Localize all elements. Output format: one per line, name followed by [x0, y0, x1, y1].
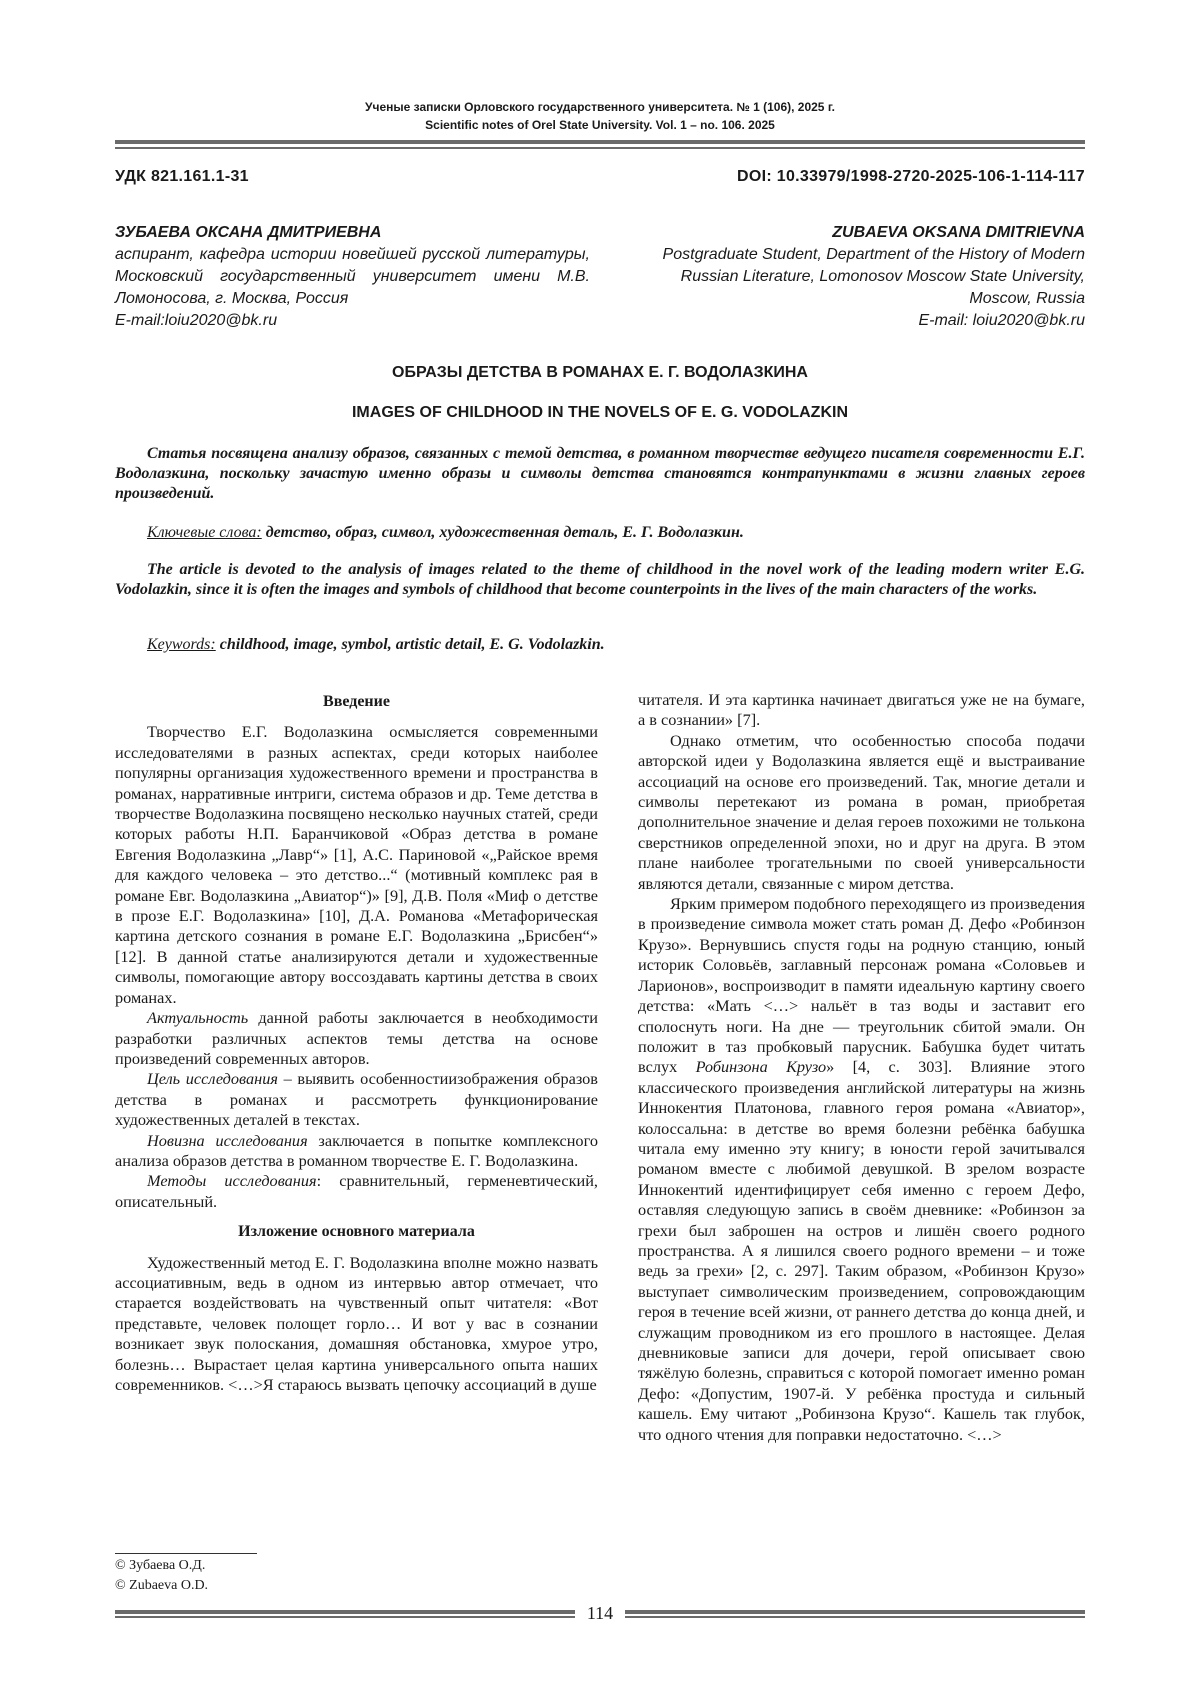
journal-title-ru: Ученые записки Орловского государственного университета. № 1 (106), 2025 г. — [365, 100, 835, 114]
keywords-text-en: childhood, image, symbol, artistic detail, E. G. Vodolazkin. — [215, 636, 605, 653]
main-paragraph-3 — [638, 894, 1085, 1445]
book-title-italic: Робинзона Крузо — [695, 1057, 827, 1077]
relevance-term: Актуальность — [147, 1008, 249, 1028]
keywords-text-ru: детство, образ, символ, художественная деталь, Е. Г. Водолазкин. — [261, 524, 744, 541]
body-column-right — [638, 690, 1085, 1445]
relevance-paragraph — [115, 1008, 598, 1069]
copyright-ru: © Зубаева О.Д. — [115, 1558, 206, 1573]
main-paragraph-2: Однако отметим, что особенностью способа подачи авторской идеи у Водолазкина является ещё и выстраивание ассоциаций на основе его произведений. Так, многие детали и символы перетекают из романа в роман, приобретая дополнительное значение и делая героев похожими не толькона сверстников определенной эпохи, но и друг на друга. В этом плане наиболее трогательными по своей универсальности являются детали, связанные с миром детства. — [638, 730, 1085, 893]
novelty-term: Новизна исследования — [147, 1130, 308, 1150]
relevance-text: данной работы заключается в необходимости разработки различных аспектов темы детства на основе произведений современных авторов. — [115, 1008, 598, 1068]
abstract-en: The article is devoted to the analysis of images related to the theme of childhood in the novel work of the leading modern writer E.G. Vodolazkin, since it is often the images and symbols of childhood that become counterpoints in the lives of the main characters of the works. — [115, 561, 1085, 598]
author-email-ru[interactable]: E-mail:loiu2020@bk.ru — [115, 312, 278, 329]
author-affiliation-en: Postgraduate Student, Department of the History of Modern Russian Literature, Lomonosov Moscow State University, Moscow, Russia — [662, 246, 1085, 307]
intro-paragraph: Творчество Е.Г. Водолазкина осмысляется современными исследователями в разных аспектах, среди которых наиболее популярны организация художественного времени и пространства в романах, нарративные интриги, система образов и др. Теме детства в творчестве Водолазкина посвящено несколько научных статей, среди которых работы Н.П. Баранчиковой «Образ детства в романе Евгения Водолазкина „Лавр“» [1], А.С. Париновой «„Райское время для каждого человека – это детство...“ (мотивный комплекс рая в романе Евг. Водолазкина „Авиатор“)» [9], Д.В. Поля «Миф о детстве в прозе Е.Г. Водолазкина» [10], Д.А. Романова «Метафорическая картина детского сознания в романе Е.Г. Водолазкина „Брисбен“» [12]. В данной статье анализируются детали и художественные символы, помогающие автору воссоздавать картины детства в своих романах. — [115, 722, 598, 1007]
methods-term: Методы исследования — [147, 1171, 317, 1191]
author-block-ru — [115, 222, 590, 332]
continued-paragraph: читателя. И эта картинка начинает двигаться уже не на бумаге, а в сознании» [7]. — [638, 690, 1085, 730]
goal-paragraph — [115, 1069, 598, 1130]
article-title-en: IMAGES OF CHILDHOOD IN THE NOVELS OF E. G. VODOLAZKIN — [351, 404, 848, 421]
header-rule-thick — [115, 140, 1085, 144]
author-email-en[interactable]: E-mail: loiu2020@bk.ru — [918, 312, 1085, 329]
footnote-rule — [115, 1553, 257, 1554]
novelty-paragraph — [115, 1131, 598, 1172]
doi[interactable]: DOI: 10.33979/1998-2720-2025-106-1-114-117 — [737, 168, 1085, 185]
journal-title-en: Scientific notes of Orel State University. Vol. 1 – no. 106. 2025 — [425, 118, 775, 132]
section-heading-main: Изложение основного материала — [238, 1223, 475, 1241]
body-column-left — [115, 692, 598, 1395]
main-paragraph-3-part-a: Ярким примером подобного переходящего из произведения в произведение символа может стать роман Д. Дефо «Робинзон Крузо». Вернувшись спустя годы на родную станцию, юный историк Соловьёв, заглавный персонаж романа «Соловьев и Ларионов», воспроизводит в памяти идеальную картину своего детства: «Мать <…> нальёт в таз воды и заставит его сполоснуть ноги. На дне — треугольник сбитой эмали. Он положит в таз пробковый парусник. Бабушка будет читать вслух — [638, 894, 1085, 1077]
keywords-en — [147, 636, 605, 654]
footer-rule-left — [115, 1610, 575, 1618]
copyright-en: © Zubaeva O.D. — [115, 1578, 209, 1593]
page-number: 114 — [586, 1603, 614, 1623]
methods-text: : сравнительный, герменевтический, описательный. — [115, 1171, 598, 1211]
main-paragraph-3-part-b: » [4, с. 303]. Влияние этого классического произведения английской литературы на жизнь Иннокентия Платонова, главного героя романа «Авиатор», колоссальна: в детстве во время болезни ребёнка бабушка читала ему именно эту книгу; в юности герой зачитывался романом вместе с любимой девушкой. В зрелом возрасте Иннокентий идентифицирует себя именно с героем Дефо, оставляя следующую запись в своём дневнике: «Робинзон за грехи был заброшен на остров и лишён своего родного пространства. А я лишился своего родного времени – и тоже ведь за грехи» [2, с. 297]. Таким образом, «Робинзон Крузо» выступает символическим произведением, сопровождающим героя в течение всей жизни, от раннего детства до конца дней, и служащим проводником из его прошлого в настоящее. Делая дневниковые записи для дочери, герой описывает свою тяжёлую болезнь, справиться с которой помогает именно роман Дефо: «Допустим, 1907-й. У ребёнка простуда и сильный кашель. Ему читают „Робинзона Крузо“. Кашель так глубок, что одного чтения для поправки недостаточно. <…> — [638, 1057, 1086, 1444]
keywords-label-ru: Ключевые слова: — [147, 524, 262, 541]
header-rule-thin — [115, 147, 1085, 149]
goal-text: – выявить особенностиизображения образов детства в романах и рассмотреть функционирование художественных деталей в текстах. — [115, 1069, 598, 1130]
author-name-ru: ЗУБАЕВА ОКСАНА ДМИТРИЕВНА — [115, 224, 382, 241]
author-affiliation-ru: аспирант, кафедра истории новейшей русской литературы, Московский государственный университет имени М.В. Ломоносова, г. Москва, Россия — [115, 246, 590, 307]
author-block-en — [638, 222, 1085, 332]
footer-rule-right — [625, 1610, 1085, 1618]
main-paragraph-1: Художественный метод Е. Г. Водолазкина вполне можно назвать ассоциативным, ведь в одном из интервью автор отмечает, что старается воздействовать на чувственный опыт читателя: «Вот представьте, человек полощет горло… И вот у вас в сознании возникает звук полоскания, домашняя обстановка, хмурое утро, болезнь… Вырастает целая картина универсального опыта наших современников. <…>Я стараюсь вызвать цепочку ассоциаций в душе — [115, 1252, 598, 1394]
journal-header — [115, 98, 1085, 134]
article-title-ru: ОБРАЗЫ ДЕТСТВА В РОМАНАХ Е. Г. ВОДОЛАЗКИНА — [392, 364, 808, 381]
novelty-text: заключается в попытке комплексного анализа образов детства в романном творчестве Е. Г. Водолазкина. — [115, 1130, 598, 1170]
author-name-en: ZUBAEVA OKSANA DMITRIEVNA — [832, 224, 1085, 241]
keywords-label-en: Keywords: — [147, 636, 216, 653]
keywords-ru — [147, 524, 744, 542]
udc-code: УДК 821.161.1-31 — [115, 168, 249, 185]
methods-paragraph — [115, 1171, 598, 1212]
goal-term: Цель исследования — [147, 1069, 278, 1089]
abstract-ru: Статья посвящена анализу образов, связанных с темой детства, в романном творчестве ведущего писателя современности Е.Г. Водолазкина, поскольку зачастую именно образы и символы детства становятся контрапунктами в жизни главных героев произведений. — [115, 445, 1085, 502]
section-heading-intro: Введение — [323, 693, 390, 710]
